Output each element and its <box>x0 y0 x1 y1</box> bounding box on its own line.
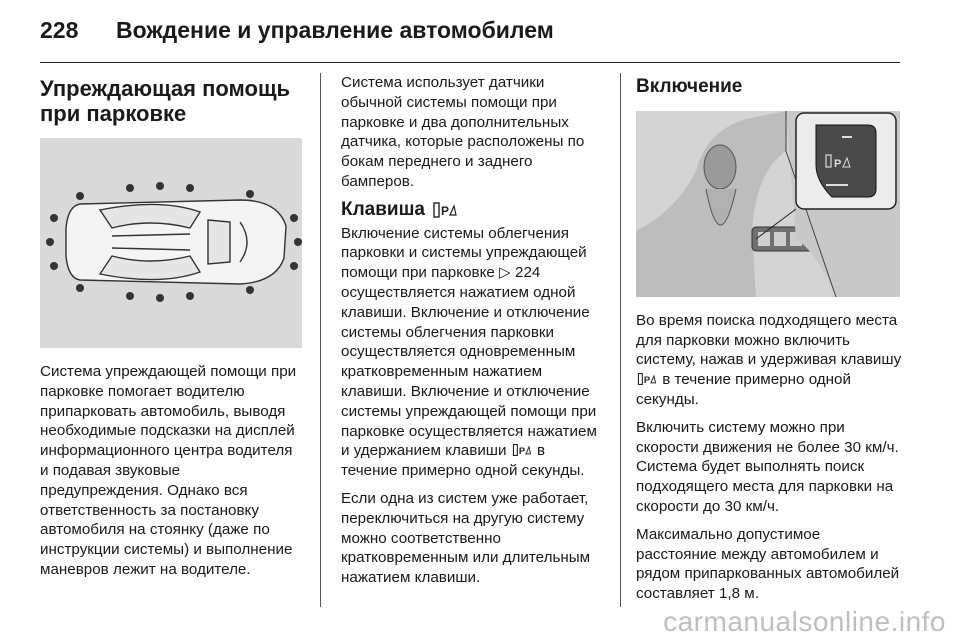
column-1 <box>40 70 302 588</box>
svg-text:P: P <box>518 446 525 457</box>
column-divider-1 <box>320 73 321 607</box>
page-reference: 224 <box>515 264 541 282</box>
intro-paragraph: Система упреждающей помощи при парковке помогает водителю припарковать автомобиль, выводя необходимые подсказки на дисплей информационного центра водителя и подавая звуковые предупреждения. Однако вся ответственность за постановку автомобиля на стоянку (даже по инструкции системы) и выполнение маневров лежит на водителе. <box>40 363 297 578</box>
svg-text:P: P <box>441 203 450 218</box>
parking-assist-icon <box>636 372 658 386</box>
section-heading-line2: при парковке <box>40 101 187 126</box>
parking-assist-icon <box>433 201 457 219</box>
car-top-view-illustration <box>40 138 302 348</box>
console-button-figure <box>636 111 900 297</box>
section-heading <box>40 76 302 126</box>
section-heading-line1: Упреждающая помощь <box>40 76 291 101</box>
chapter-title: Вождение и управление автомобилем <box>116 17 554 43</box>
distance-paragraph: Максимально допустимое расстояние между автомобилем и рядом припаркованных автомобилей составляет 1,8 м. <box>636 525 900 603</box>
page-header <box>40 17 554 47</box>
speed-paragraph: Включить систему можно при скорости движения не более 30 км/ч. Система будет выполнять поиск подходящего места для парковки на скорости до 30 км/ч. <box>636 418 899 515</box>
header-rule <box>40 62 900 63</box>
car-sensors-figure <box>40 138 302 348</box>
activation-paragraph: Во время поиска подходящего места для парковки можно включить систему, нажав и удерживая клавишу P в течение примерно одной секунды. <box>636 311 902 408</box>
button-subheading <box>341 200 605 220</box>
column-2 <box>341 73 605 596</box>
console-illustration <box>636 111 900 297</box>
activation-heading: Включение <box>636 76 743 97</box>
column-divider-2 <box>620 73 621 607</box>
button-paragraph: Включение системы облегчения парковки и системы упреждающей помощи при парковке ▷ 224 осуществляется нажатием одной клавиши. Включение и отключение системы облегчения парковки осуществляется одновременным кратковременным нажатием клавиши. Включение и отключение системы упреждающей помощи при парковке осуществляется нажатием и удержанием клавиши P в течение примерно одной секунды. <box>341 224 597 480</box>
column-3 <box>636 73 902 612</box>
svg-text:P: P <box>643 375 651 386</box>
page-number: 228 <box>40 17 79 43</box>
svg-text:P: P <box>834 157 842 170</box>
button-subheading-text: Клавиша <box>341 198 425 220</box>
parking-assist-icon <box>511 443 533 457</box>
watermark: carmanualsonline.info <box>663 606 946 637</box>
page-reference-arrow-icon: ▷ <box>499 264 511 282</box>
switch-paragraph: Если одна из систем уже работает, переключиться на другую систему можно соответственно кратковременным или длительным нажатием клавиши. <box>341 489 591 587</box>
sensors-paragraph: Система использует датчики обычной системы помощи при парковке и два дополнительных датчика, которые расположены по бокам переднего и заднего бамперов. <box>341 74 585 190</box>
